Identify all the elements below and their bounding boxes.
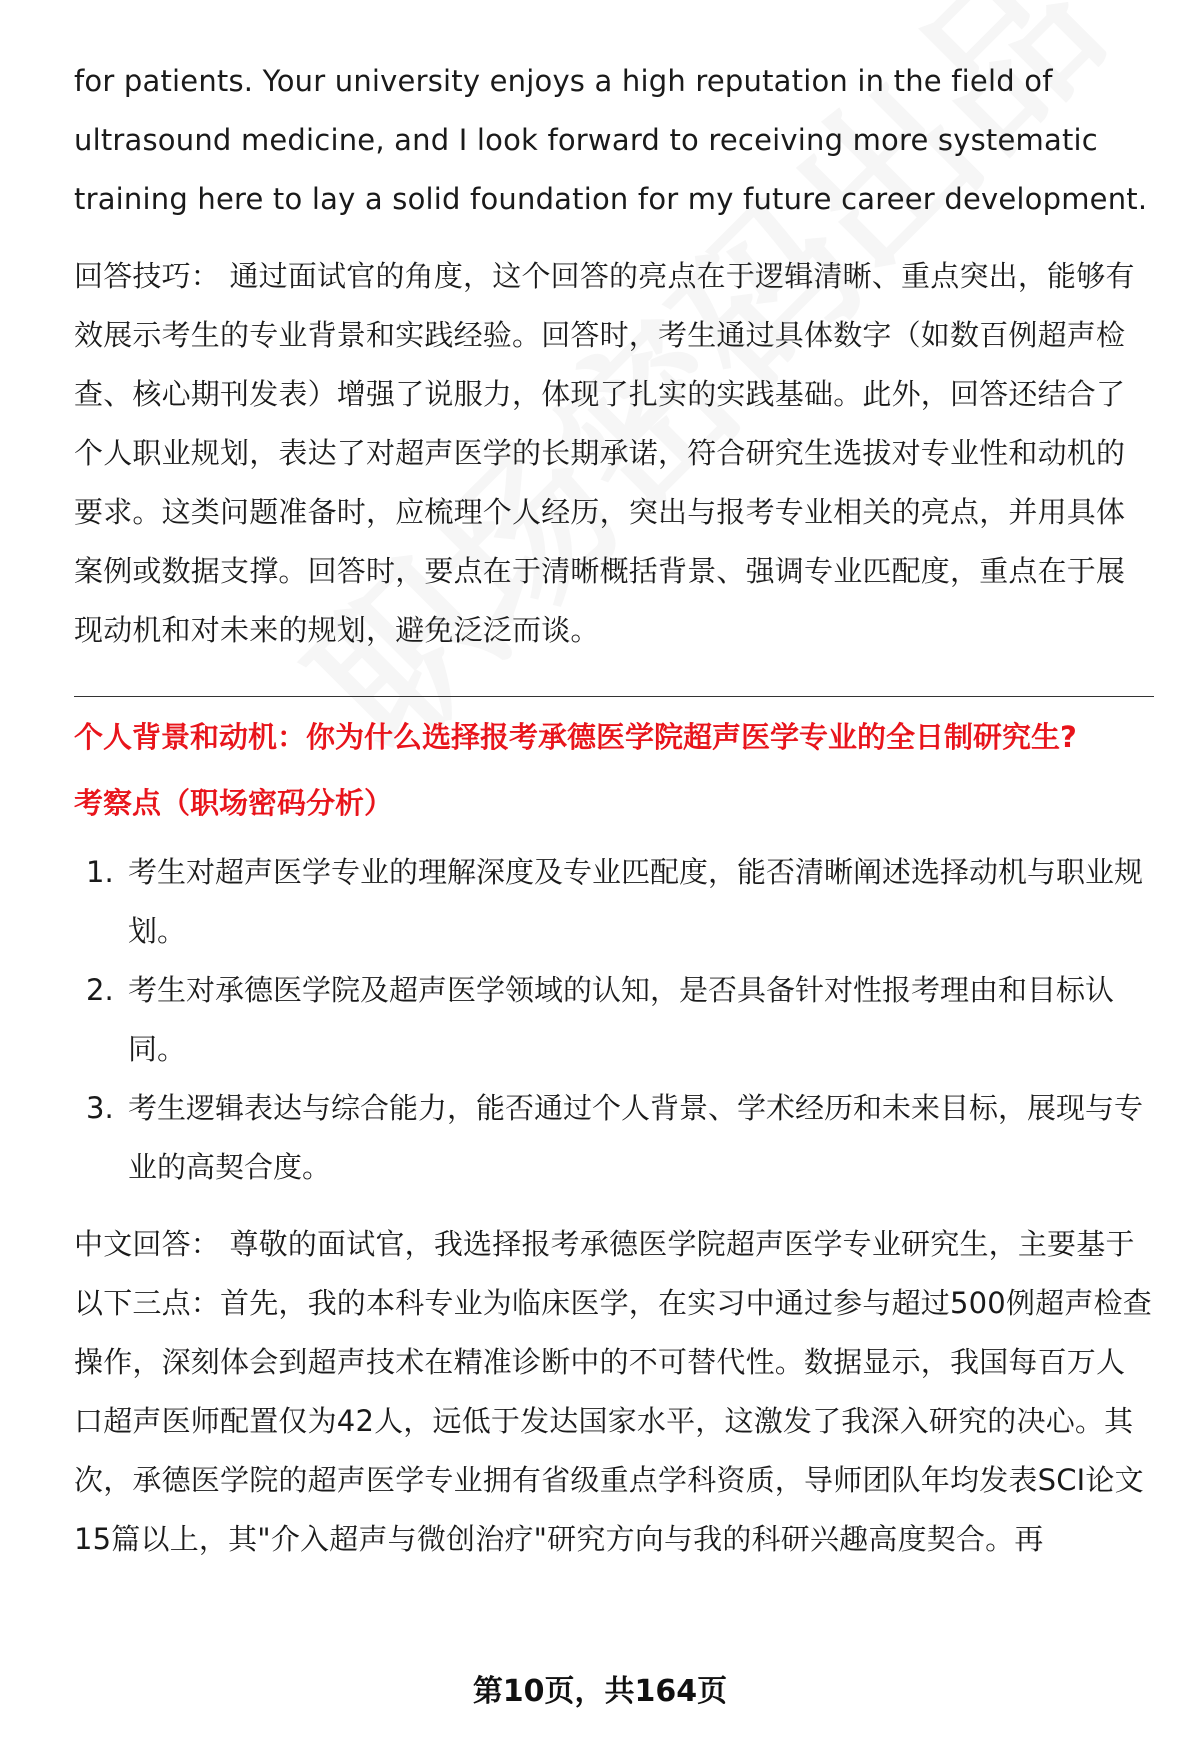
list-item-number: 1.	[86, 855, 114, 889]
assessment-points-list	[74, 843, 1154, 1197]
list-item	[74, 1079, 1154, 1197]
section-divider	[74, 696, 1154, 697]
list-item-text: 考生对超声医学专业的理解深度及专业匹配度，能否清晰阐述选择动机与职业规划。	[128, 855, 1144, 948]
list-item-number: 2.	[86, 973, 114, 1007]
list-item-number: 3.	[86, 1091, 114, 1125]
list-item	[74, 961, 1154, 1079]
answer-tips-label: 回答技巧：	[74, 259, 221, 293]
chinese-answer-paragraph	[74, 1215, 1154, 1569]
list-item	[74, 843, 1154, 961]
page-number-footer: 第10页，共164页	[472, 1674, 728, 1709]
question-title: 个人背景和动机：你为什么选择报考承德医学院超声医学专业的全日制研究生?	[74, 720, 1077, 754]
chinese-answer-label: 中文回答：	[74, 1227, 221, 1261]
assessment-points-heading: 考察点（职场密码分析）	[74, 786, 394, 820]
answer-tips-text: 通过面试官的角度，这个回答的亮点在于逻辑清晰、重点突出，能够有效展示考生的专业背景和实践经验。回答时，考生通过具体数字（如数百例超声检查、核心期刊发表）增强了说服力，体现了扎实的实践基础。此外，回答还结合了个人职业规划，表达了对超声医学的长期承诺，符合研究生选拔对专业性和动机的要求。这类问题准备时，应梳理个人经历，突出与报考专业相关的亮点，并用具体案例或数据支撑。回答时，要点在于清晰概括背景、强调专业匹配度，重点在于展现动机和对未来的规划，避免泛泛而谈。	[74, 259, 1135, 647]
english-answer-paragraph: for patients. Your university enjoys a high reputation in the field of ultrasound medicine, and I look forward to receiving more systematic training here to lay a solid foundation for my future career development.	[74, 64, 1148, 216]
list-item-text: 考生逻辑表达与综合能力，能否通过个人背景、学术经历和未来目标，展现与专业的高契合度。	[128, 1091, 1144, 1184]
chinese-answer-text: 尊敬的面试官，我选择报考承德医学院超声医学专业研究生，主要基于以下三点：首先，我的本科专业为临床医学，在实习中通过参与超过500例超声检查操作，深刻体会到超声技术在精准诊断中的不可替代性。数据显示，我国每百万人口超声医师配置仅为42人，远低于发达国家水平，这激发了我深入研究的决心。其次，承德医学院的超声医学专业拥有省级重点学科资质，导师团队年均发表SCI论文15篇以上，其"介入超声与微创治疗"研究方向与我的科研兴趣高度契合。再	[74, 1227, 1152, 1556]
answer-tips-paragraph	[74, 247, 1154, 660]
list-item-text: 考生对承德医学院及超声医学领域的认知，是否具备针对性报考理由和目标认同。	[128, 973, 1115, 1066]
page-content	[74, 52, 1154, 1569]
